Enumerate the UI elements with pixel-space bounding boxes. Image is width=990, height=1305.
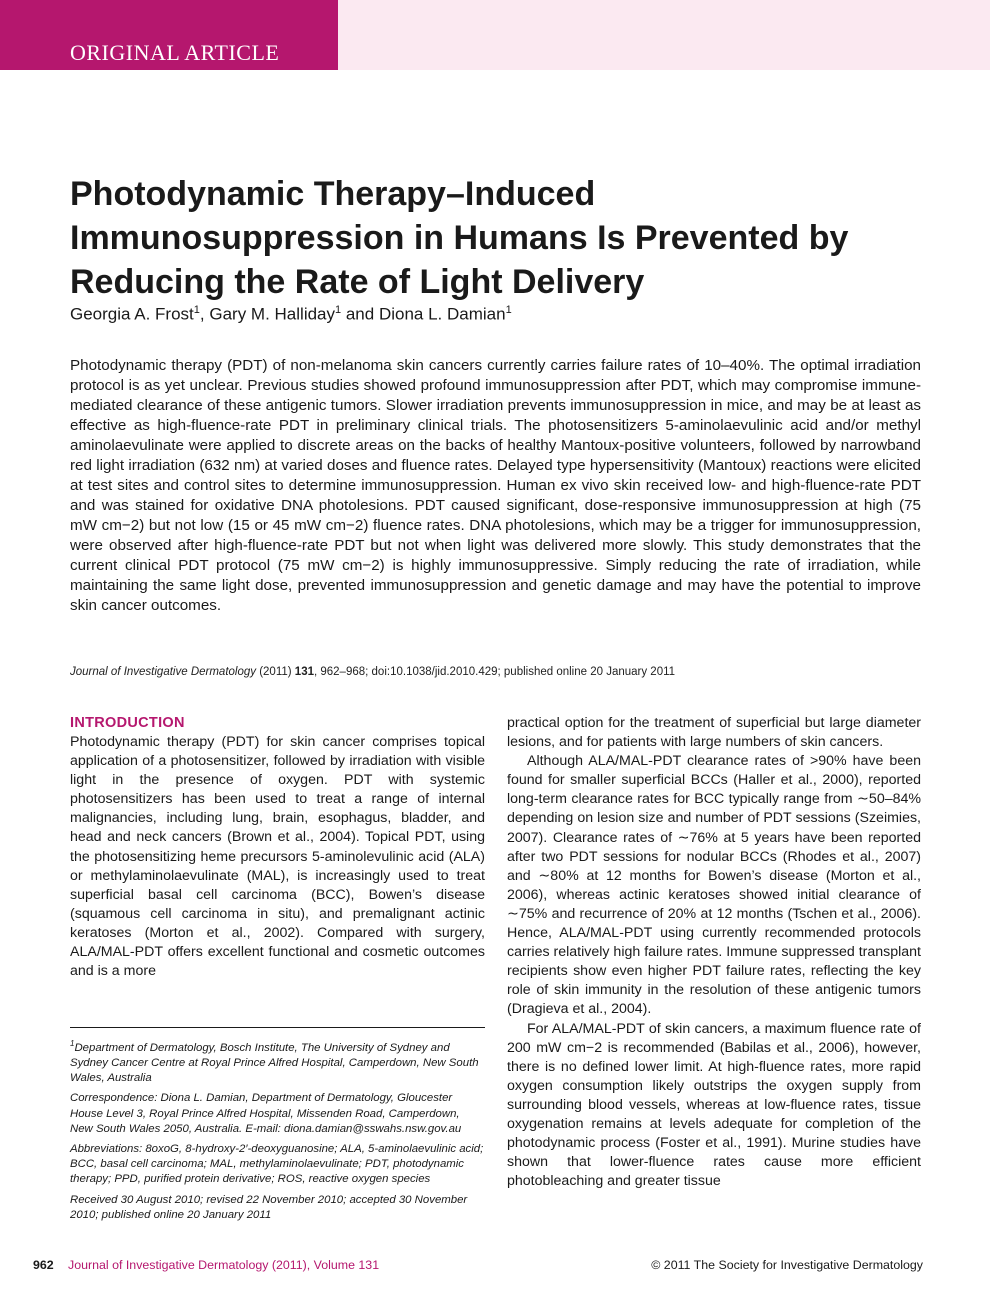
affiliation-marker: 1: [193, 304, 200, 316]
abstract: Photodynamic therapy (PDT) of non-melanoma skin cancers currently carries failure rates of 10–40%. The optimal irradiation protocol is as yet unclear. Previous studies showed profound immunosuppression after PDT, which may compromise immune-mediated clearance of these antigenic tumors. Slower irradiation prevents immunosuppression in mice, and may be at least as effective as high-fluence-rate PDT in preliminary clinical trials. The photosensitizers 5-aminolaevulinic acid and/or methyl aminolaevulinate were applied to discrete areas on the backs of healthy Mantoux-positive volunteers, followed by narrowband red light irradiation (632 nm) at varied doses and fluence rates. Delayed type hypersensitivity (Mantoux) reactions were elicited at test sites and control sites to determine immunosuppression. Human ex vivo skin received low- and high-fluence-rate PDT and was stained for oxidative DNA photolesions. PDT caused significant, dose-responsive immunosuppression at high (75 mW cm−2) but not low (15 or 45 mW cm−2) fluence rates. DNA photolesions, which may be a trigger for immunosuppression, were observed after high-fluence-rate PDT but not when light was delivered more slowly. This study demonstrates that the current clinical PDT protocol (75 mW cm−2) is highly immunosuppressive. Simply reducing the rate of irradiation, while maintaining the same light dose, prevented immunosuppression and genetic damage and may have the potential to improve skin cancer outcomes.: [70, 357, 921, 614]
author-list: [70, 304, 512, 325]
correspondence-footnote: Correspondence: Diona L. Damian, Department of Dermatology, Gloucester House Level 3, Royal Prince Alfred Hospital, Missenden Road, Camperdown, New South Wales 2050, Australia. E-mail: diona.damian@sswahs.nsw.gov.au: [70, 1092, 462, 1135]
author-name: Diona L. Damian: [378, 304, 506, 324]
author-separator: ,: [199, 304, 210, 324]
affiliation-marker: 1: [335, 304, 342, 316]
citation-year: (2011): [256, 666, 295, 678]
affiliation-marker: 1: [505, 304, 512, 316]
header-bar: [338, 0, 990, 70]
left-column: [70, 714, 485, 981]
article-title: Photodynamic Therapy–Induced Immunosuppression in Humans Is Prevented by Reducing the Rate of Light Delivery: [70, 175, 849, 301]
affiliation-text: Department of Dermatology, Bosch Institute, The University of Sydney and Sydney Cancer Centre at Royal Prince Alfred Hospital, Camperdown, New South Wales, Australia: [70, 1041, 479, 1085]
body-paragraph: practical option for the treatment of superficial but large diameter lesions, and for patients with large numbers of skin cancers.: [507, 715, 921, 751]
page-footer: [33, 1258, 923, 1276]
abbreviations-footnote: Abbreviations: 8oxoG, 8-hydroxy-2′-deoxyguanosine; ALA, 5-aminolaevulinic acid; BCC, basal cell carcinoma; MAL, methylaminolaevulinate; PDT, photodynamic therapy; PPD, purified protein derivative; ROS, reactive oxygen species: [70, 1143, 484, 1186]
introduction-heading: INTRODUCTION: [70, 715, 185, 731]
affiliation-footnote: [70, 1036, 485, 1086]
body-paragraph: For ALA/MAL-PDT of skin cancers, a maximum fluence rate of 200 mW cm−2 is recommended (Babilas et al., 2006), however, there is no defined lower limit. At high-fluence rates, more rapid oxygen consumption likely outstrips the oxygen supply from surrounding blood vessels, whereas at low-fluence rates, tissue oxygenation remains at levels adequate for completion of the photodynamic process (Foster et al., 1991). Murine studies have shown that lower-fluence rates cause more efficient photobleaching and greater tissue: [507, 1020, 921, 1190]
footer-journal: Journal of Investigative Dermatology (2011), Volume 131: [68, 1258, 380, 1272]
body-paragraph: Photodynamic therapy (PDT) for skin cancer comprises topical application of a photosensitizer, followed by irradiation with visible light in the presence of oxygen. PDT with systemic photosensitizers has been used to treat a range of internal malignancies, including lung, brain, esophagus, bladder, and head and neck cancers (Brown et al., 2004). Topical PDT, using the photosensitizing heme precursors 5-aminolevulinic acid (ALA) or methylaminolaevulinate (MAL), is increasingly used to treat superficial basal cell carcinoma (BCC), Bowen’s disease (squamous cell carcinoma in situ), and premalignant actinic keratoses (Morton et al., 2002). Compared with surgery, ALA/MAL-PDT offers excellent functional and cosmetic outcomes and is a more: [70, 734, 485, 980]
section-label: ORIGINAL ARTICLE: [70, 40, 280, 65]
author-name: Gary M. Halliday: [209, 304, 335, 324]
right-column: [507, 714, 921, 1191]
author-separator: and: [341, 304, 379, 324]
footnotes: [70, 1027, 485, 1228]
body-paragraph: Although ALA/MAL-PDT clearance rates of >90% have been found for smaller superficial BCCs (Haller et al., 2000), reported long-term clearance rates for BCC typically range from ∼50–84% depending on lesion size and number of PDT sessions (Szeimies, 2007). Clearance rates of ∼76% at 5 years have been reported after two PDT sessions for nodular BCCs (Rhodes et al., 2007) and ∼80% at 12 months for Bowen’s disease (Morton et al., 2006), whereas actinic keratoses showed initial clearance of ∼75% and recurrence of 20% at 12 months (Tschen et al., 2006). Hence, ALA/MAL-PDT using currently recommended protocols carries relatively high failure rates. Immune suppressed transplant recipients show even higher PDT failure rates, reflecting the key role of skin immunity in the resolution of these antigenic tumors (Dragieva et al., 2004).: [507, 753, 921, 1018]
affiliation-marker: 1: [70, 1039, 75, 1048]
page-number: 962: [33, 1258, 54, 1272]
received-footnote: Received 30 August 2010; revised 22 November 2010; accepted 30 November 2010; published online 20 January 2011: [70, 1193, 468, 1221]
citation-volume: 131: [294, 666, 314, 678]
citation-line: [70, 664, 930, 680]
citation-journal: Journal of Investigative Dermatology: [70, 666, 257, 678]
author-name: Georgia A. Frost: [70, 304, 194, 324]
citation-details: , 962–968; doi:10.1038/jid.2010.429; published online 20 January 2011: [313, 666, 676, 678]
footer-copyright: © 2011 The Society for Investigative Dermatology: [651, 1258, 923, 1272]
